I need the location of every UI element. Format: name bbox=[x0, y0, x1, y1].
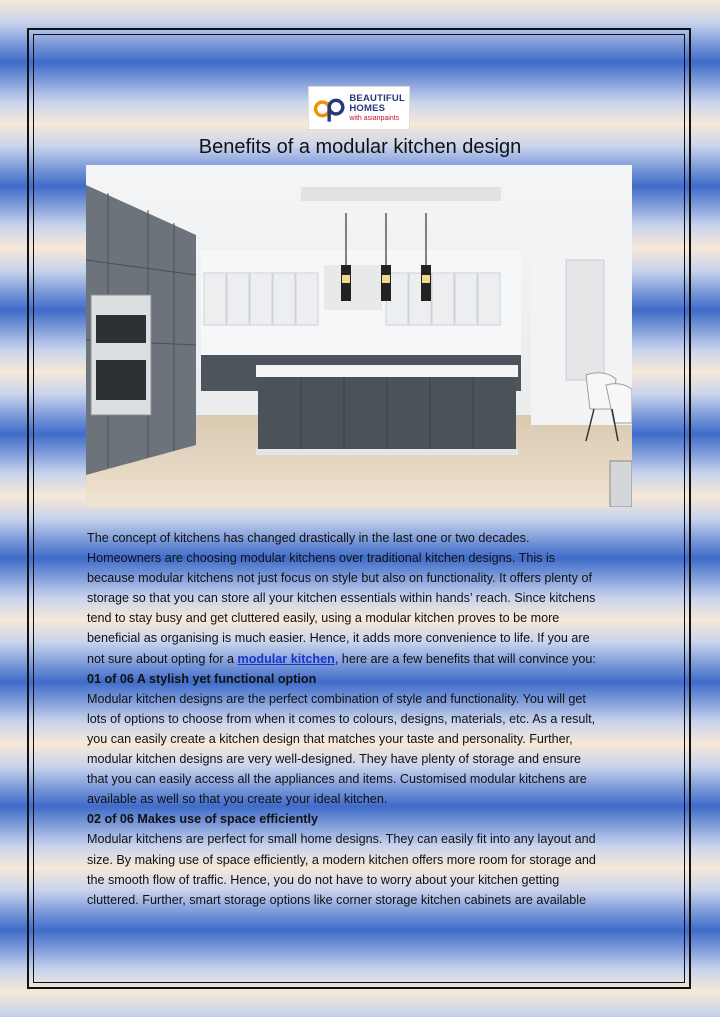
logo-text-beautiful: BEAUTIFUL bbox=[349, 92, 405, 104]
logo-text-homes: HOMES bbox=[349, 102, 386, 114]
section1-line-6: available as well so that you create your ideal kitchen. bbox=[87, 792, 388, 807]
intro-line-4: storage so that you can store all your kitchen essentials within hands’ reach. Since kitchens bbox=[87, 591, 596, 606]
modular-kitchen-link[interactable]: modular kitchen bbox=[237, 651, 335, 666]
intro-line-5: tend to stay busy and get cluttered easily, using a modular kitchen proves to be more bbox=[87, 611, 560, 626]
asianpaints-logo-icon bbox=[313, 90, 345, 126]
section-heading-02: 02 of 06 Makes use of space efficiently bbox=[87, 812, 318, 827]
section1-line-5: that you can easily access all the appliances and items. Customised modular kitchens are bbox=[87, 772, 587, 787]
kitchen-photo bbox=[86, 165, 632, 507]
intro-line-2: Homeowners are choosing modular kitchens over traditional kitchen designs. This is bbox=[87, 551, 556, 566]
section2-line-4: cluttered. Further, smart storage options like corner storage kitchen cabinets are available bbox=[87, 892, 587, 907]
section1-line-2: lots of options to choose from when it comes to colours, designs, materials, etc. As a result, bbox=[87, 711, 596, 726]
intro-text-after-link: , here are a few benefits that will convince you: bbox=[334, 651, 596, 666]
logo-tagline: with asianpaints bbox=[349, 114, 400, 122]
section2-line-2: size. By making use of space efficiently, a modern kitchen offers more room for storage and bbox=[87, 852, 596, 867]
section2-line-3: the smooth flow of traffic. Hence, you do not have to worry about your kitchen getting bbox=[87, 872, 560, 887]
article-body bbox=[87, 528, 647, 910]
intro-line-6: beneficial as organising is much easier. Hence, it adds more convenience to life. If you are bbox=[87, 631, 590, 646]
intro-line-3: because modular kitchens not just focus on style but also on functionality. It offers plenty of bbox=[87, 571, 592, 586]
section1-line-1: Modular kitchen designs are the perfect combination of style and functionality. You will get bbox=[87, 691, 586, 706]
section1-line-3: you can easily create a kitchen design that matches your taste and personality. Further, bbox=[87, 731, 573, 746]
section2-line-1: Modular kitchens are perfect for small home designs. They can easily fit into any layout and bbox=[87, 832, 596, 847]
intro-line-7 bbox=[87, 649, 647, 669]
brand-logo bbox=[308, 86, 410, 130]
intro-text-before-link: not sure about opting for a bbox=[87, 651, 238, 666]
page-title: Benefits of a modular kitchen design bbox=[198, 136, 522, 158]
intro-line-1: The concept of kitchens has changed drastically in the last one or two decades. bbox=[87, 531, 530, 545]
section-heading-01: 01 of 06 A stylish yet functional option bbox=[87, 671, 317, 686]
section1-line-4: modular kitchen designs are very well-designed. They have plenty of storage and ensure bbox=[87, 752, 582, 767]
